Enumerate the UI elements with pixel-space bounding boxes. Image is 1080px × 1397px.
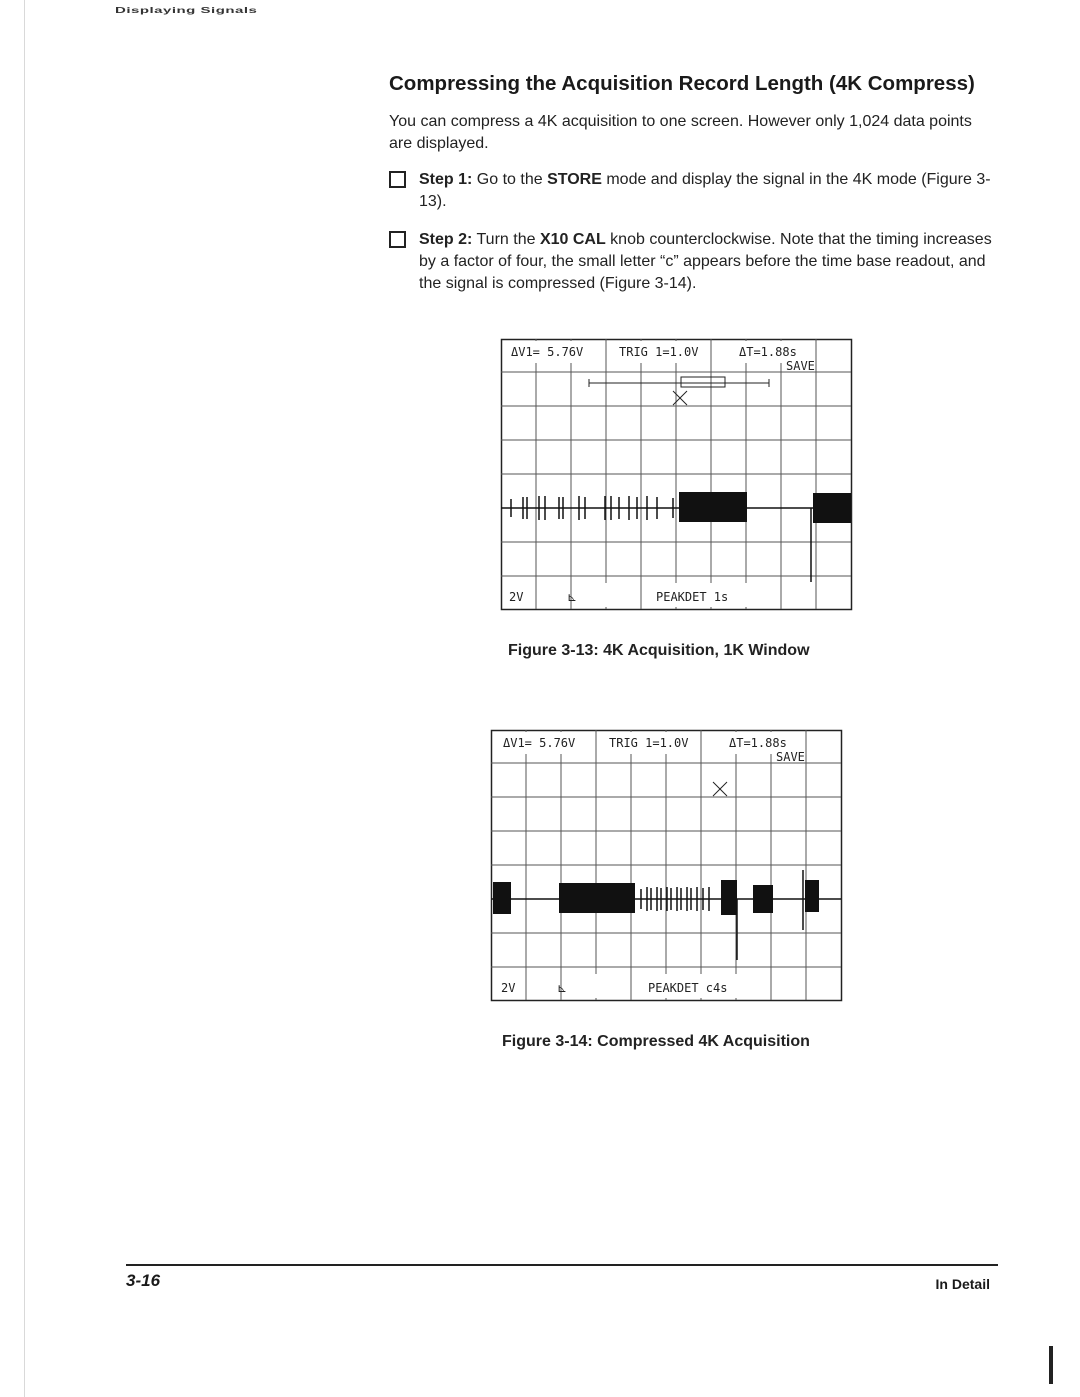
volts-per-div-readout: 2V xyxy=(501,981,516,995)
page-edge-line xyxy=(24,0,25,1397)
step-2-keyword: X10 CAL xyxy=(539,231,606,248)
trigger-readout: TRIG 1=1.0V xyxy=(609,736,689,750)
peak-detect-readout: PEAKDET c4s xyxy=(648,981,728,995)
coupling-symbol: ⊾ xyxy=(557,981,568,995)
step-1-keyword: STORE xyxy=(547,171,602,188)
delta-t-readout: ΔT=1.88s xyxy=(729,736,787,750)
graticule xyxy=(501,339,852,610)
intro-paragraph: You can compress a 4K acquisition to one screen. However only 1,024 data points are displayed. xyxy=(389,113,972,152)
figure-3-14-caption: Figure 3-14: Compressed 4K Acquisition xyxy=(502,1033,810,1050)
delta-v-readout: ΔV1= 5.76V xyxy=(503,736,576,750)
page-number: 3-16 xyxy=(126,1271,161,1290)
signal-bursts xyxy=(493,880,819,915)
step-2-label: Step 2: xyxy=(419,231,473,248)
figure-3-13-caption: Figure 3-13: 4K Acquisition, 1K Window xyxy=(508,642,810,659)
volts-per-div-readout: 2V xyxy=(509,590,524,604)
graticule xyxy=(491,730,842,1001)
trigger-readout: TRIG 1=1.0V xyxy=(619,345,699,359)
step-1-pre: Go to the xyxy=(472,171,548,188)
step-2-text xyxy=(419,229,999,295)
step-1-label: Step 1: xyxy=(419,171,473,188)
coupling-symbol: ⊾ xyxy=(567,590,578,604)
step-1-checkbox[interactable] xyxy=(389,171,406,188)
footer-rule xyxy=(126,1264,998,1266)
mode-readout: SAVE xyxy=(776,750,805,764)
scope-screen-figure-13 xyxy=(501,339,852,610)
step-1 xyxy=(389,169,999,213)
peak-detect-readout: PEAKDET 1s xyxy=(656,590,729,604)
step-1-post: mode and display the signal in the 4K mode (Figure 3-13). xyxy=(419,171,991,210)
trigger-cursor-x xyxy=(713,782,727,796)
window-bar xyxy=(589,377,769,387)
section-title: Compressing the Acquisition Record Length (4K Compress) xyxy=(389,72,975,95)
footer-label: In Detail xyxy=(935,1276,990,1292)
trigger-cursor-x xyxy=(673,391,687,405)
running-header: Displaying Signals xyxy=(115,6,258,16)
step-2-checkbox[interactable] xyxy=(389,231,406,248)
step-2-post: knob counterclockwise. Note that the timing increases by a factor of four, the small letter “c” appears before the time base readout, and the signal is compressed (Figure 3-14). xyxy=(419,231,992,292)
delta-t-readout: ΔT=1.88s xyxy=(739,345,797,359)
step-2 xyxy=(389,229,999,295)
delta-v-readout: ΔV1= 5.76V xyxy=(511,345,584,359)
mode-readout: SAVE xyxy=(786,359,815,373)
edge-mark xyxy=(1049,1346,1053,1384)
step-2-pre: Turn the xyxy=(472,231,540,248)
scope-screen-figure-14 xyxy=(491,730,842,1001)
step-1-text xyxy=(419,169,999,213)
